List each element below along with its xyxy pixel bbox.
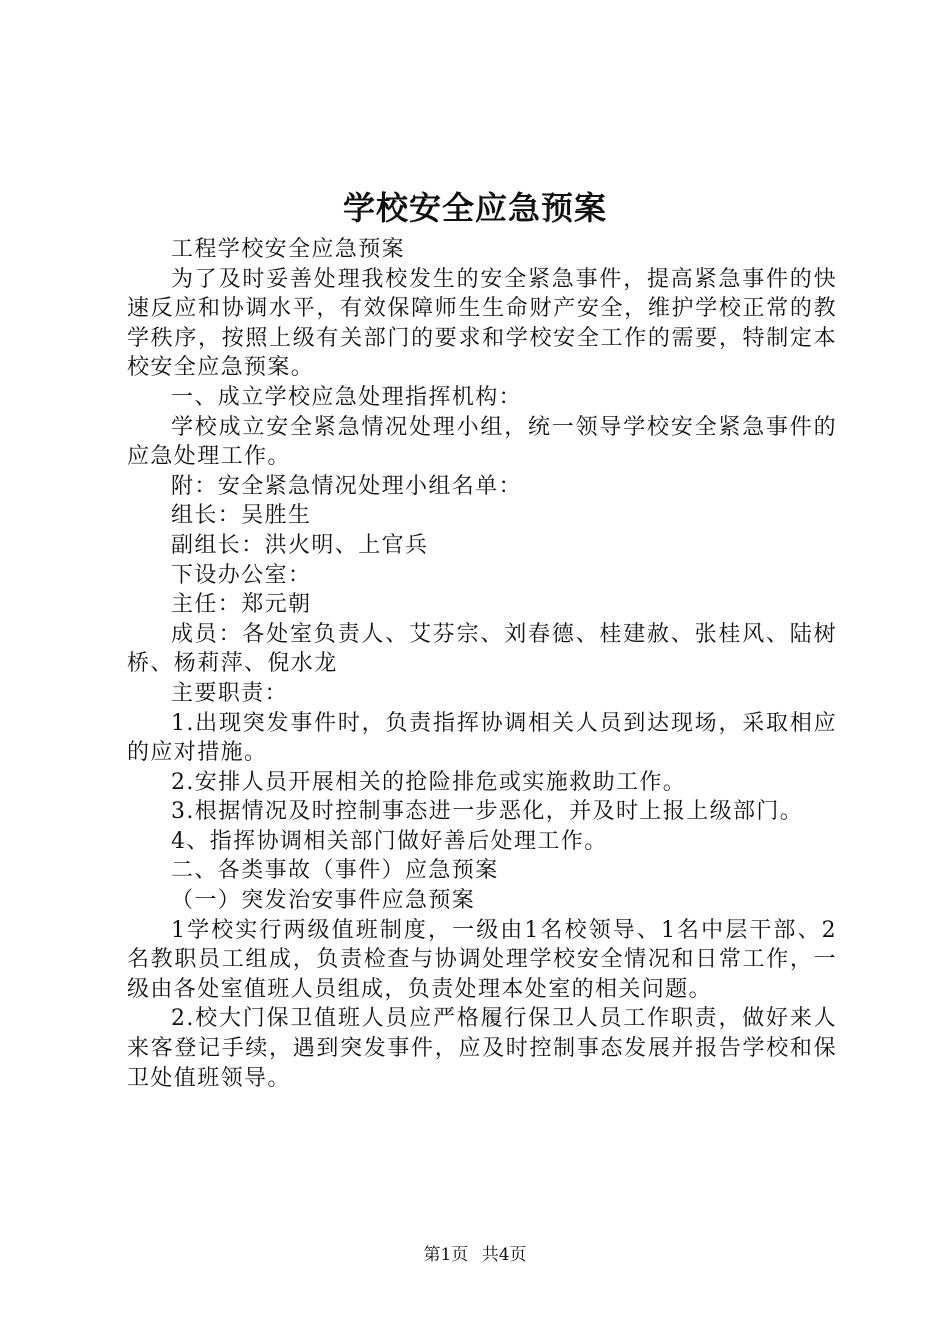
list-item-director: 主任：郑元朝 [171,592,312,618]
subheading-duties: 主要职责： [171,680,289,706]
paragraph: 1学校实行两级值班制度，一级由1名校领导、1名中层干部、2名教职员工组成，负责检查与协调处理学校安全情况和日常工作，一级由各处室值班人员组成，负责处理本处室的相关问题。 [127,917,837,1002]
paragraph: 学校成立安全紧急情况处理小组，统一领导学校安全紧急事件的应急处理工作。 [127,414,837,470]
duty-item: 4、指挥协调相关部门做好善后处理工作。 [171,828,608,854]
list-item-members: 成员：各处室负责人、艾芬宗、刘春德、桂建赦、张桂风、陆树桥、杨莉萍、倪水龙 [127,621,837,677]
page-number: 第1页 [423,1245,469,1265]
document-body [127,235,837,1093]
duty-item: 2.安排人员开展相关的抢险排危或实施救助工作。 [171,769,687,795]
list-item-deputy-leader: 副组长：洪火明、上官兵 [171,532,429,558]
duty-item: 3.根据情况及时控制事态进一步恶化，并及时上报上级部门。 [171,799,804,825]
page-footer [0,1243,950,1267]
paragraph: 2.校大门保卫值班人员应严格履行保卫人员工作职责，做好来人来客登记手续，遇到突发事件，应及时控制事态发展并报告学校和保卫处值班领导。 [127,1006,837,1091]
list-item-office: 下设办公室： [171,562,312,588]
list-item-leader: 组长：吴胜生 [171,503,312,529]
paragraph: 附：安全紧急情况处理小组名单： [171,473,523,499]
paragraph-subtitle: 工程学校安全应急预案 [171,237,406,262]
subsection-heading: （一）突发治安事件应急预案 [171,888,476,914]
page-total: 共4页 [481,1245,527,1265]
paragraph-intro: 为了及时妥善处理我校发生的安全紧急事件，提高紧急事件的快速反应和协调水平，有效保障师生生命财产安全，维护学校正常的教学秩序，按照上级有关部门的要求和学校安全工作的需要，特制定本校安全应急预案。 [127,266,837,381]
section-heading-2: 二、各类事故（事件）应急预案 [171,858,499,884]
section-heading-1: 一、成立学校应急处理指挥机构： [171,384,523,410]
duty-item: 1.出现突发事件时，负责指挥协调相关人员到达现场，采取相应的应对措施。 [127,710,837,766]
document-title: 学校安全应急预案 [342,189,607,227]
